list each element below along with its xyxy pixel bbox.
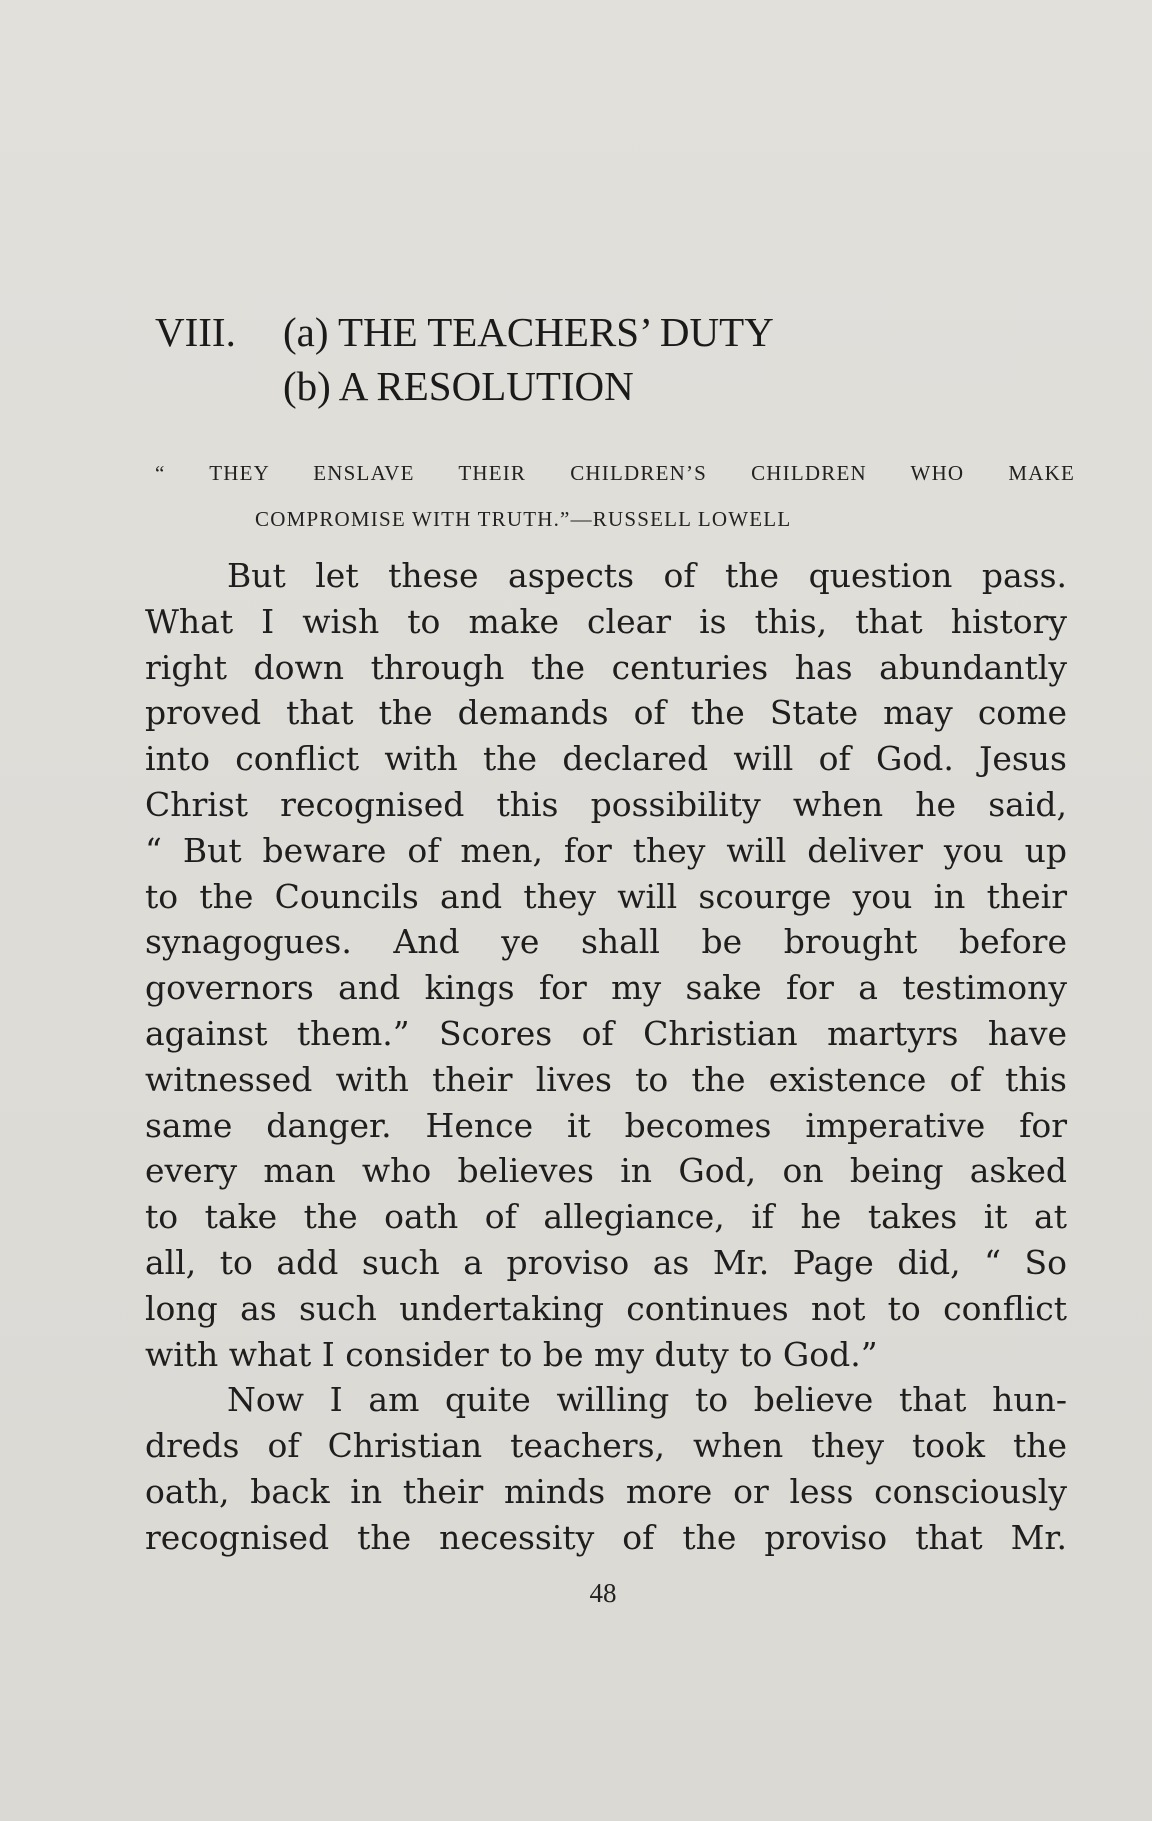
chapter-heading-line-b bbox=[155, 359, 774, 413]
text-line: “ But beware of men, for they will deliver you up bbox=[145, 830, 1067, 870]
text-line: against them.” Scores of Christian martyrs have bbox=[145, 1013, 1067, 1053]
text-line: But let these aspects of the question pass. bbox=[227, 556, 1067, 595]
text-line: into conflict with the declared will of God. Jesus bbox=[145, 739, 1067, 779]
page-number-text: 48 bbox=[589, 1578, 617, 1608]
text-line: with what I consider to be my duty to God.” bbox=[145, 1334, 878, 1374]
body-text bbox=[145, 553, 1067, 1561]
text-line: synagogues. And ye shall be brought before bbox=[145, 922, 1067, 962]
text-line: Now I am quite willing to believe that hun- bbox=[227, 1380, 1067, 1420]
text-line: right down through the centuries has abundantly bbox=[145, 647, 1067, 687]
text-line: What I wish to make clear is this, that history bbox=[145, 601, 1067, 641]
text-line: to take the oath of allegiance, if he takes it at bbox=[145, 1197, 1067, 1237]
heading-indent bbox=[155, 359, 283, 413]
text-line: to the Councils and they will scourge you in their bbox=[145, 876, 1067, 916]
text-line: all, to add such a proviso as Mr. Page did, “ So bbox=[145, 1242, 1067, 1282]
text-line: oath, back in their minds more or less consciously bbox=[145, 1471, 1067, 1511]
chapter-title-a: (a) THE TEACHERS’ DUTY bbox=[283, 309, 774, 355]
chapter-title-b: (b) A RESOLUTION bbox=[283, 363, 634, 409]
paragraph-1 bbox=[145, 553, 1067, 1377]
text-line: Christ recognised this possibility when he said, bbox=[145, 784, 1067, 824]
epigraph bbox=[155, 450, 1075, 542]
page-number bbox=[0, 1578, 1152, 1609]
chapter-numeral: VIII. bbox=[155, 309, 236, 355]
text-line: long as such undertaking continues not to conflict bbox=[145, 1288, 1067, 1328]
text-line: every man who believes in God, on being asked bbox=[145, 1151, 1067, 1191]
text-line: governors and kings for my sake for a testimony bbox=[145, 968, 1067, 1008]
chapter-heading bbox=[155, 305, 774, 413]
text-line: same danger. Hence it becomes imperative for bbox=[145, 1105, 1067, 1145]
epigraph-line-1: “ THEY ENSLAVE THEIR CHILDREN’S CHILDREN WHO MAKE bbox=[155, 461, 1075, 485]
text-line: recognised the necessity of the proviso that Mr. bbox=[145, 1517, 1067, 1557]
text-line: dreds of Christian teachers, when they took the bbox=[145, 1426, 1067, 1466]
paragraph-2 bbox=[145, 1377, 1067, 1560]
chapter-heading-line-a bbox=[155, 305, 774, 359]
text-line: proved that the demands of the State may come bbox=[145, 693, 1067, 733]
text-line: witnessed with their lives to the existence of this bbox=[145, 1059, 1067, 1099]
epigraph-line-2: COMPROMISE WITH TRUTH.”—RUSSELL LOWELL bbox=[255, 507, 792, 531]
